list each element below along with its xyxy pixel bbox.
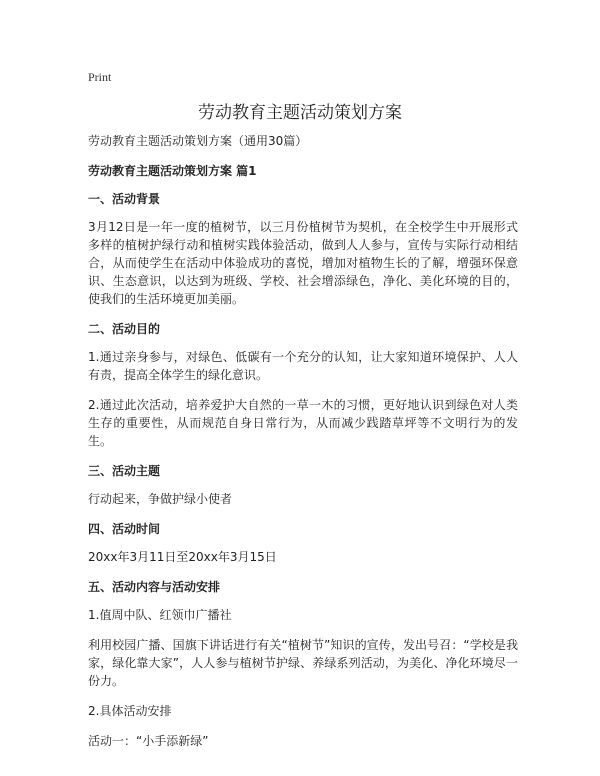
document-body xyxy=(88,132,518,762)
content-item: 活动一：“小手添新绿” xyxy=(88,734,209,748)
content-item: 2.具体活动安排 xyxy=(88,704,172,718)
purpose-item: 1.通过亲身参与，对绿色、低碳有一个充分的认知，让大家知道环境保护、人人有责，提高全体学生的绿化意识。 xyxy=(88,350,518,382)
page-title: 劳动教育主题活动策划方案 xyxy=(198,103,402,123)
content-item: 1.值周中队、红领巾广播社 xyxy=(88,608,232,622)
purpose-item: 2.通过此次活动，培养爱护大自然的一草一木的习惯，更好地认识到绿色对人类生存的重要性，从而规范自身日常行为，从而减少践踏草坪等不文明行为的发生。 xyxy=(88,398,518,448)
section-heading-background: 一、活动背景 xyxy=(88,192,161,206)
print-link[interactable]: Print xyxy=(88,70,112,84)
section-heading-time: 四、活动时间 xyxy=(88,522,161,536)
theme-paragraph: 行动起来，争做护绿小使者 xyxy=(88,492,233,506)
article-heading: 劳动教育主题活动策划方案 篇1 xyxy=(88,164,257,178)
section-heading-theme: 三、活动主题 xyxy=(88,464,161,478)
background-paragraph: 3月12日是一年一度的植树节，以三月份植树节为契机，在全校学生中开展形式多样的植树护绿行动和植树实践体验活动，做到人人参与，宣传与实际行动相结合，从而使学生在活动中体验成功的喜悦，增加对植物生长的了解，增强环保意识、生态意识，以达到为班级、学校、社会增添绿色，净化、美化环境的目的，使我们的生活环境更加美丽。 xyxy=(88,220,518,306)
document-subtitle: 劳动教育主题活动策划方案（通用30篇） xyxy=(88,134,308,148)
section-heading-content: 五、活动内容与活动安排 xyxy=(88,580,221,594)
time-paragraph: 20xx年3月11日至20xx年3月15日 xyxy=(88,550,277,564)
content-item: 利用校园广播、国旗下讲话进行有关“植树节”知识的宣传，发出号召：“学校是我家，绿化靠大家”，人人参与植树节护绿、养绿系列活动，为美化、净化环境尽一份力。 xyxy=(88,638,518,688)
section-heading-purpose: 二、活动目的 xyxy=(88,322,161,336)
